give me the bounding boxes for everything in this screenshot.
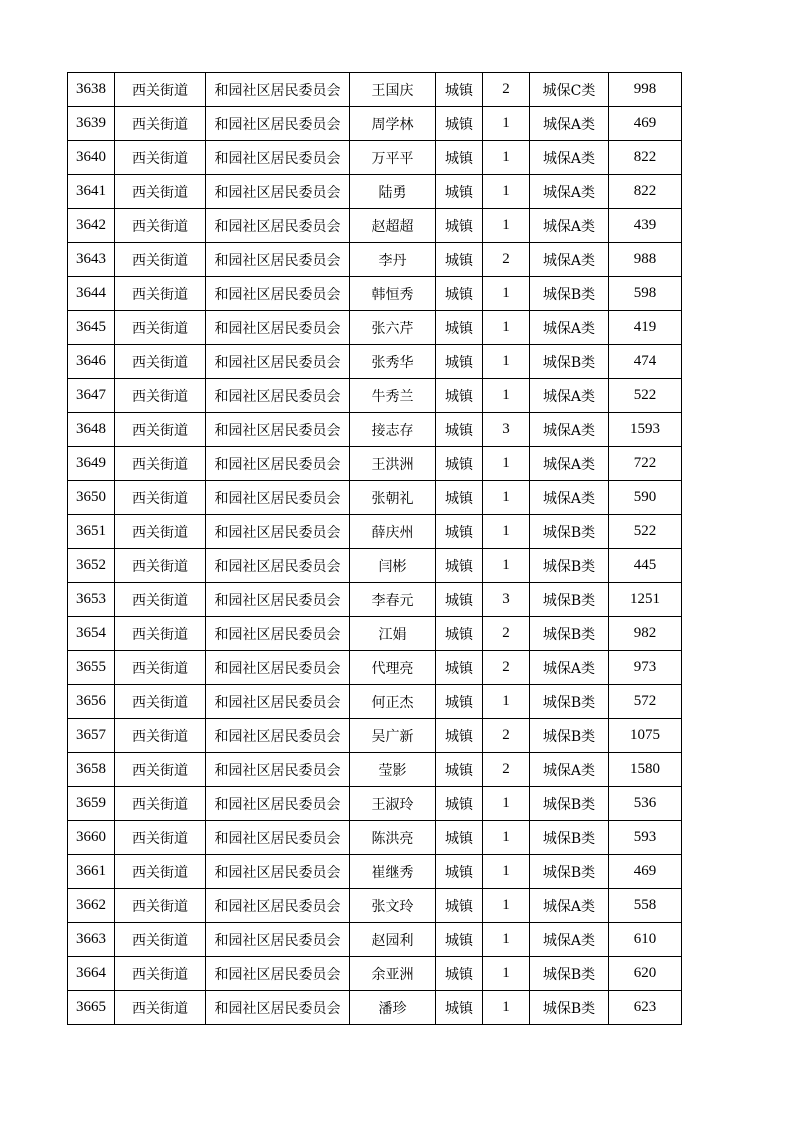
amount-cell: 474: [609, 345, 682, 379]
table-row: [68, 889, 682, 923]
amount-cell: 722: [609, 447, 682, 481]
name-cell: 韩恒秀: [350, 277, 436, 311]
name-cell: 莹影: [350, 753, 436, 787]
amount-cell: 623: [609, 991, 682, 1025]
name-cell: 赵超超: [350, 209, 436, 243]
community-cell: 和园社区居民委员会: [206, 447, 350, 481]
community-cell: 和园社区居民委员会: [206, 583, 350, 617]
record-id-cell: 3665: [68, 991, 115, 1025]
amount-cell: 469: [609, 855, 682, 889]
table-row: [68, 719, 682, 753]
table-row: [68, 617, 682, 651]
category-cell: 城保A类: [530, 923, 609, 957]
community-cell: 和园社区居民委员会: [206, 719, 350, 753]
household-size-cell: 1: [483, 379, 530, 413]
table-row: [68, 107, 682, 141]
subdistrict-cell: 西关街道: [115, 243, 206, 277]
name-cell: 薛庆州: [350, 515, 436, 549]
record-id-cell: 3651: [68, 515, 115, 549]
record-id-cell: 3643: [68, 243, 115, 277]
community-cell: 和园社区居民委员会: [206, 243, 350, 277]
name-cell: 王国庆: [350, 73, 436, 107]
name-cell: 崔继秀: [350, 855, 436, 889]
category-cell: 城保B类: [530, 787, 609, 821]
record-id-cell: 3647: [68, 379, 115, 413]
category-cell: 城保A类: [530, 209, 609, 243]
table-row: [68, 957, 682, 991]
table-row: [68, 787, 682, 821]
table-row: [68, 413, 682, 447]
category-cell: 城保B类: [530, 617, 609, 651]
name-cell: 闫彬: [350, 549, 436, 583]
name-cell: 张朝礼: [350, 481, 436, 515]
table-row: [68, 855, 682, 889]
subdistrict-cell: 西关街道: [115, 73, 206, 107]
name-cell: 吴广新: [350, 719, 436, 753]
residence-type-cell: 城镇: [436, 379, 483, 413]
community-cell: 和园社区居民委员会: [206, 651, 350, 685]
amount-cell: 982: [609, 617, 682, 651]
subdistrict-cell: 西关街道: [115, 107, 206, 141]
household-size-cell: 1: [483, 515, 530, 549]
category-cell: 城保A类: [530, 447, 609, 481]
residence-type-cell: 城镇: [436, 957, 483, 991]
name-cell: 余亚洲: [350, 957, 436, 991]
category-cell: 城保A类: [530, 243, 609, 277]
residence-type-cell: 城镇: [436, 583, 483, 617]
table-row: [68, 345, 682, 379]
subdistrict-cell: 西关街道: [115, 753, 206, 787]
amount-cell: 522: [609, 379, 682, 413]
name-cell: 李春元: [350, 583, 436, 617]
household-size-cell: 3: [483, 583, 530, 617]
subdistrict-cell: 西关街道: [115, 583, 206, 617]
subdistrict-cell: 西关街道: [115, 379, 206, 413]
name-cell: 王洪洲: [350, 447, 436, 481]
name-cell: 张秀华: [350, 345, 436, 379]
table-row: [68, 243, 682, 277]
name-cell: 何正杰: [350, 685, 436, 719]
residence-type-cell: 城镇: [436, 345, 483, 379]
household-size-cell: 1: [483, 141, 530, 175]
household-size-cell: 2: [483, 651, 530, 685]
household-size-cell: 2: [483, 719, 530, 753]
subdistrict-cell: 西关街道: [115, 209, 206, 243]
subdistrict-cell: 西关街道: [115, 549, 206, 583]
amount-cell: 822: [609, 141, 682, 175]
name-cell: 接志存: [350, 413, 436, 447]
category-cell: 城保B类: [530, 345, 609, 379]
amount-cell: 522: [609, 515, 682, 549]
name-cell: 万平平: [350, 141, 436, 175]
amount-cell: 598: [609, 277, 682, 311]
household-size-cell: 1: [483, 549, 530, 583]
residence-type-cell: 城镇: [436, 209, 483, 243]
table-row: [68, 991, 682, 1025]
community-cell: 和园社区居民委员会: [206, 209, 350, 243]
category-cell: 城保A类: [530, 175, 609, 209]
records-table: [67, 72, 682, 1025]
amount-cell: 572: [609, 685, 682, 719]
record-id-cell: 3655: [68, 651, 115, 685]
record-id-cell: 3662: [68, 889, 115, 923]
amount-cell: 973: [609, 651, 682, 685]
category-cell: 城保B类: [530, 549, 609, 583]
subdistrict-cell: 西关街道: [115, 277, 206, 311]
subdistrict-cell: 西关街道: [115, 447, 206, 481]
category-cell: 城保B类: [530, 821, 609, 855]
table-row: [68, 175, 682, 209]
residence-type-cell: 城镇: [436, 651, 483, 685]
residence-type-cell: 城镇: [436, 141, 483, 175]
community-cell: 和园社区居民委员会: [206, 685, 350, 719]
table-row: [68, 209, 682, 243]
table-row: [68, 583, 682, 617]
name-cell: 牛秀兰: [350, 379, 436, 413]
residence-type-cell: 城镇: [436, 991, 483, 1025]
subdistrict-cell: 西关街道: [115, 787, 206, 821]
household-size-cell: 1: [483, 175, 530, 209]
residence-type-cell: 城镇: [436, 481, 483, 515]
household-size-cell: 1: [483, 277, 530, 311]
residence-type-cell: 城镇: [436, 107, 483, 141]
household-size-cell: 2: [483, 617, 530, 651]
community-cell: 和园社区居民委员会: [206, 753, 350, 787]
community-cell: 和园社区居民委员会: [206, 107, 350, 141]
community-cell: 和园社区居民委员会: [206, 991, 350, 1025]
subdistrict-cell: 西关街道: [115, 175, 206, 209]
community-cell: 和园社区居民委员会: [206, 617, 350, 651]
table-row: [68, 481, 682, 515]
record-id-cell: 3657: [68, 719, 115, 753]
record-id-cell: 3660: [68, 821, 115, 855]
residence-type-cell: 城镇: [436, 889, 483, 923]
name-cell: 张文玲: [350, 889, 436, 923]
subdistrict-cell: 西关街道: [115, 515, 206, 549]
residence-type-cell: 城镇: [436, 787, 483, 821]
residence-type-cell: 城镇: [436, 515, 483, 549]
household-size-cell: 1: [483, 991, 530, 1025]
community-cell: 和园社区居民委员会: [206, 481, 350, 515]
table-row: [68, 379, 682, 413]
record-id-cell: 3650: [68, 481, 115, 515]
category-cell: 城保A类: [530, 311, 609, 345]
community-cell: 和园社区居民委员会: [206, 311, 350, 345]
name-cell: 赵园利: [350, 923, 436, 957]
subdistrict-cell: 西关街道: [115, 413, 206, 447]
household-size-cell: 1: [483, 855, 530, 889]
amount-cell: 610: [609, 923, 682, 957]
record-id-cell: 3649: [68, 447, 115, 481]
amount-cell: 469: [609, 107, 682, 141]
name-cell: 潘珍: [350, 991, 436, 1025]
amount-cell: 1593: [609, 413, 682, 447]
category-cell: 城保A类: [530, 141, 609, 175]
table-row: [68, 73, 682, 107]
record-id-cell: 3648: [68, 413, 115, 447]
subdistrict-cell: 西关街道: [115, 957, 206, 991]
residence-type-cell: 城镇: [436, 923, 483, 957]
record-id-cell: 3653: [68, 583, 115, 617]
record-id-cell: 3656: [68, 685, 115, 719]
household-size-cell: 2: [483, 73, 530, 107]
household-size-cell: 1: [483, 787, 530, 821]
amount-cell: 1580: [609, 753, 682, 787]
table-row: [68, 141, 682, 175]
household-size-cell: 1: [483, 345, 530, 379]
household-size-cell: 1: [483, 447, 530, 481]
amount-cell: 536: [609, 787, 682, 821]
amount-cell: 419: [609, 311, 682, 345]
community-cell: 和园社区居民委员会: [206, 379, 350, 413]
record-id-cell: 3638: [68, 73, 115, 107]
community-cell: 和园社区居民委员会: [206, 515, 350, 549]
category-cell: 城保B类: [530, 855, 609, 889]
community-cell: 和园社区居民委员会: [206, 413, 350, 447]
category-cell: 城保A类: [530, 413, 609, 447]
record-id-cell: 3644: [68, 277, 115, 311]
subdistrict-cell: 西关街道: [115, 651, 206, 685]
subdistrict-cell: 西关街道: [115, 821, 206, 855]
residence-type-cell: 城镇: [436, 719, 483, 753]
category-cell: 城保A类: [530, 753, 609, 787]
subdistrict-cell: 西关街道: [115, 685, 206, 719]
amount-cell: 558: [609, 889, 682, 923]
amount-cell: 439: [609, 209, 682, 243]
name-cell: 李丹: [350, 243, 436, 277]
residence-type-cell: 城镇: [436, 447, 483, 481]
name-cell: 张六芹: [350, 311, 436, 345]
record-id-cell: 3641: [68, 175, 115, 209]
record-id-cell: 3659: [68, 787, 115, 821]
residence-type-cell: 城镇: [436, 685, 483, 719]
table-row: [68, 923, 682, 957]
record-id-cell: 3654: [68, 617, 115, 651]
category-cell: 城保B类: [530, 583, 609, 617]
record-id-cell: 3661: [68, 855, 115, 889]
record-id-cell: 3663: [68, 923, 115, 957]
table-row: [68, 277, 682, 311]
table-row: [68, 753, 682, 787]
record-id-cell: 3645: [68, 311, 115, 345]
category-cell: 城保B类: [530, 957, 609, 991]
subdistrict-cell: 西关街道: [115, 719, 206, 753]
table-body: [68, 73, 682, 1025]
residence-type-cell: 城镇: [436, 175, 483, 209]
amount-cell: 998: [609, 73, 682, 107]
name-cell: 陈洪亮: [350, 821, 436, 855]
household-size-cell: 2: [483, 243, 530, 277]
community-cell: 和园社区居民委员会: [206, 957, 350, 991]
table-row: [68, 549, 682, 583]
subdistrict-cell: 西关街道: [115, 345, 206, 379]
residence-type-cell: 城镇: [436, 617, 483, 651]
category-cell: 城保A类: [530, 379, 609, 413]
household-size-cell: 1: [483, 107, 530, 141]
subdistrict-cell: 西关街道: [115, 855, 206, 889]
community-cell: 和园社区居民委员会: [206, 821, 350, 855]
subdistrict-cell: 西关街道: [115, 617, 206, 651]
residence-type-cell: 城镇: [436, 277, 483, 311]
category-cell: 城保A类: [530, 481, 609, 515]
household-size-cell: 1: [483, 209, 530, 243]
community-cell: 和园社区居民委员会: [206, 923, 350, 957]
name-cell: 代理亮: [350, 651, 436, 685]
household-size-cell: 1: [483, 685, 530, 719]
amount-cell: 445: [609, 549, 682, 583]
table-row: [68, 311, 682, 345]
category-cell: 城保B类: [530, 277, 609, 311]
household-size-cell: 1: [483, 481, 530, 515]
community-cell: 和园社区居民委员会: [206, 277, 350, 311]
record-id-cell: 3664: [68, 957, 115, 991]
name-cell: 陆勇: [350, 175, 436, 209]
record-id-cell: 3658: [68, 753, 115, 787]
household-size-cell: 1: [483, 821, 530, 855]
household-size-cell: 1: [483, 889, 530, 923]
residence-type-cell: 城镇: [436, 73, 483, 107]
table-row: [68, 447, 682, 481]
community-cell: 和园社区居民委员会: [206, 175, 350, 209]
record-id-cell: 3646: [68, 345, 115, 379]
residence-type-cell: 城镇: [436, 821, 483, 855]
category-cell: 城保B类: [530, 719, 609, 753]
residence-type-cell: 城镇: [436, 753, 483, 787]
name-cell: 周学林: [350, 107, 436, 141]
household-size-cell: 1: [483, 923, 530, 957]
residence-type-cell: 城镇: [436, 243, 483, 277]
table-row: [68, 821, 682, 855]
record-id-cell: 3639: [68, 107, 115, 141]
table-row: [68, 515, 682, 549]
category-cell: 城保A类: [530, 889, 609, 923]
amount-cell: 1251: [609, 583, 682, 617]
community-cell: 和园社区居民委员会: [206, 73, 350, 107]
subdistrict-cell: 西关街道: [115, 889, 206, 923]
subdistrict-cell: 西关街道: [115, 923, 206, 957]
amount-cell: 988: [609, 243, 682, 277]
residence-type-cell: 城镇: [436, 311, 483, 345]
amount-cell: 620: [609, 957, 682, 991]
residence-type-cell: 城镇: [436, 855, 483, 889]
name-cell: 江娟: [350, 617, 436, 651]
household-size-cell: 3: [483, 413, 530, 447]
category-cell: 城保C类: [530, 73, 609, 107]
category-cell: 城保B类: [530, 685, 609, 719]
community-cell: 和园社区居民委员会: [206, 855, 350, 889]
record-id-cell: 3640: [68, 141, 115, 175]
amount-cell: 593: [609, 821, 682, 855]
category-cell: 城保B类: [530, 991, 609, 1025]
community-cell: 和园社区居民委员会: [206, 889, 350, 923]
community-cell: 和园社区居民委员会: [206, 345, 350, 379]
subdistrict-cell: 西关街道: [115, 311, 206, 345]
subdistrict-cell: 西关街道: [115, 141, 206, 175]
residence-type-cell: 城镇: [436, 549, 483, 583]
category-cell: 城保A类: [530, 107, 609, 141]
amount-cell: 822: [609, 175, 682, 209]
name-cell: 王淑玲: [350, 787, 436, 821]
subdistrict-cell: 西关街道: [115, 991, 206, 1025]
record-id-cell: 3642: [68, 209, 115, 243]
subdistrict-cell: 西关街道: [115, 481, 206, 515]
community-cell: 和园社区居民委员会: [206, 549, 350, 583]
residence-type-cell: 城镇: [436, 413, 483, 447]
amount-cell: 1075: [609, 719, 682, 753]
household-size-cell: 1: [483, 311, 530, 345]
amount-cell: 590: [609, 481, 682, 515]
category-cell: 城保B类: [530, 515, 609, 549]
table-row: [68, 685, 682, 719]
table-row: [68, 651, 682, 685]
household-size-cell: 2: [483, 753, 530, 787]
household-size-cell: 1: [483, 957, 530, 991]
community-cell: 和园社区居民委员会: [206, 141, 350, 175]
community-cell: 和园社区居民委员会: [206, 787, 350, 821]
category-cell: 城保A类: [530, 651, 609, 685]
record-id-cell: 3652: [68, 549, 115, 583]
